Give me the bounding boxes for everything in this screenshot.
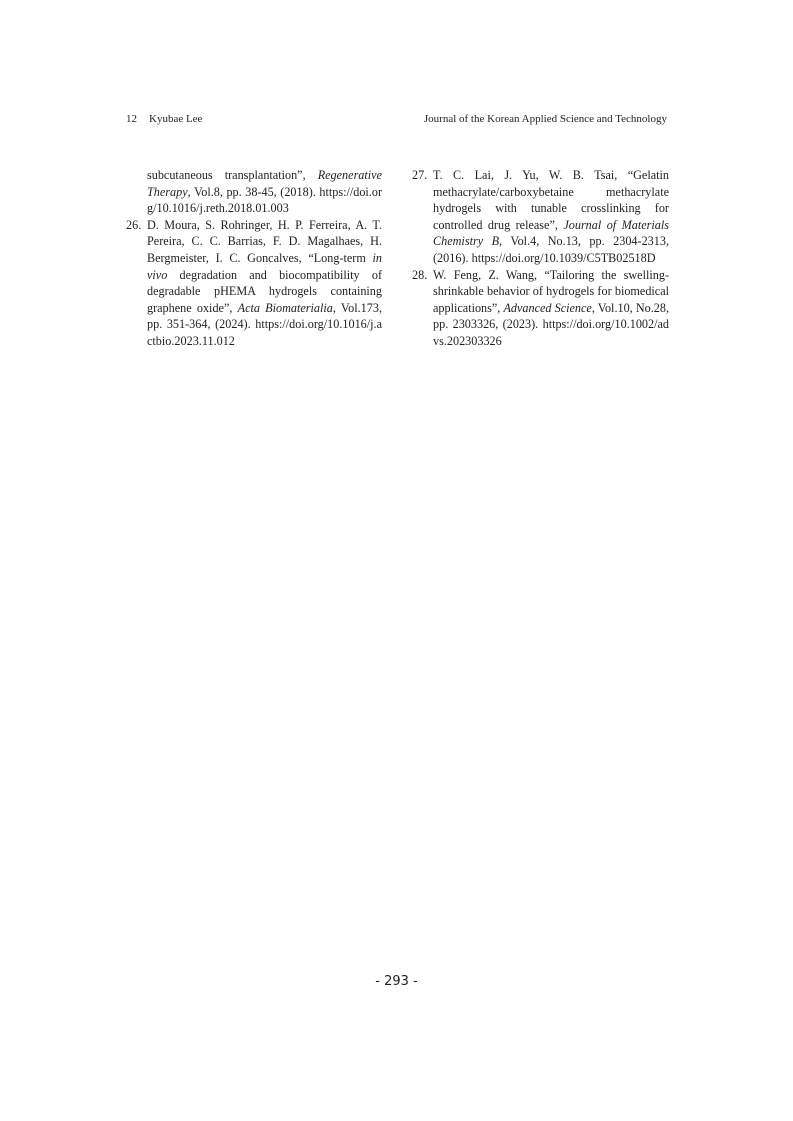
reference-journal: Journal of Materials Chemistry B [433,217,669,249]
reference-item-28 [412,267,669,350]
reference-italic-term: in vivo [147,250,383,282]
page-footer-number: - 293 - [375,974,418,989]
reference-text: subcutaneous transplantation”, [147,168,306,182]
reference-item-26 [126,217,382,350]
reference-details: , Vol.8, pp. 38-45, (2018). [187,184,316,199]
reference-column-left [126,167,382,350]
reference-item-27 [412,167,669,267]
reference-doi-link[interactable]: https://doi.org/10.1016/j.reth.2018.01.003 [147,184,383,216]
reference-details: , Vol.173, pp. 351-364, (2024). [147,300,382,332]
reference-column-right [412,167,669,350]
reference-continued [126,167,382,217]
reference-doi-link[interactable]: https://doi.org/10.1016/j.actbio.2023.11.012 [147,317,382,348]
reference-journal: Regenerative Therapy [147,168,382,199]
reference-journal: Acta Biomaterialia [237,300,333,315]
reference-number: 26. [126,217,142,232]
reference-number: 27. [412,168,428,182]
reference-text: D. Moura, S. Rohringer, H. P. Ferreira, A. T. Pereira, C. C. Barrias, F. D. Magalhaes, H. Bergmeister, I. C. Goncalves, “Long-term [147,217,382,265]
reference-text: T. C. Lai, J. Yu, W. B. Tsai, “Gelatin methacrylate/carboxybetaine methacrylate hydrogels with tunable crosslinking for controlled drug release”, [433,168,669,232]
reference-text-continued: degradation and biocompatibility of degradable pHEMA hydrogels containing graphene oxide”, [147,267,383,315]
reference-doi-link[interactable]: https://doi.org/10.1039/C5TB02518D [471,250,656,265]
header-page-number: 12 [126,113,137,125]
reference-number: 28. [412,267,428,282]
running-head [126,111,667,127]
reference-details: , Vol.4, No.13, pp. 2304-2313, (2016). [433,234,669,265]
reference-journal: Advanced Science [503,300,592,315]
reference-text: W. Feng, Z. Wang, “Tailoring the swelling-shrinkable behavior of hydrogels for biomedical applications”, [433,267,669,315]
reference-doi-link[interactable]: https://doi.org/10.1002/advs.202303326 [433,317,669,348]
running-head-left [126,111,202,127]
reference-details: , Vol.10, No.28, pp. 2303326, (2023). [433,300,669,332]
header-author: Kyubae Lee [149,113,203,125]
header-journal-title: Journal of the Korean Applied Science and Technology [423,113,667,125]
